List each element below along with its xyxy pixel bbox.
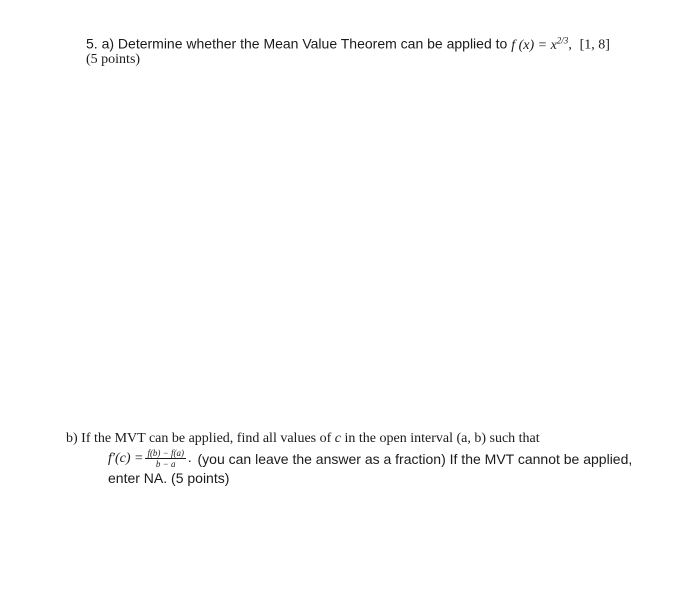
question-5b-line3: enter NA. (5 points): [108, 470, 230, 486]
mvt-fraction: [145, 448, 186, 469]
question-number: 5.: [86, 35, 98, 52]
formula-dot: .: [188, 450, 192, 466]
fraction-denominator: b − a: [155, 459, 176, 469]
part-a-points: (5 points): [86, 52, 141, 67]
fraction-numerator: f(b) − f(a): [147, 448, 184, 458]
variable-c: c: [334, 431, 341, 446]
part-a-text: Determine whether the Mean Value Theorem can be applied to: [117, 35, 508, 52]
function-lhs: f (x) = x: [511, 37, 557, 53]
question-5b-line2: [108, 448, 632, 469]
question-5a: [86, 35, 610, 54]
function-expression: [511, 35, 569, 53]
formula-lhs: f′(c) =: [108, 450, 144, 466]
part-b-intro: b) If the MVT can be applied, find all values of: [66, 431, 332, 446]
interval: [1, 8]: [579, 37, 610, 53]
function-separator: ,: [568, 37, 572, 53]
part-b-intro-end: in the open interval (a, b) such that: [344, 431, 540, 446]
part-b-instruction: (you can leave the answer as a fraction) If the MVT cannot be applied,: [197, 450, 633, 467]
part-a-label: a): [101, 35, 115, 52]
question-5b-line1: [66, 431, 540, 447]
function-exponent: 2/3: [556, 35, 569, 45]
